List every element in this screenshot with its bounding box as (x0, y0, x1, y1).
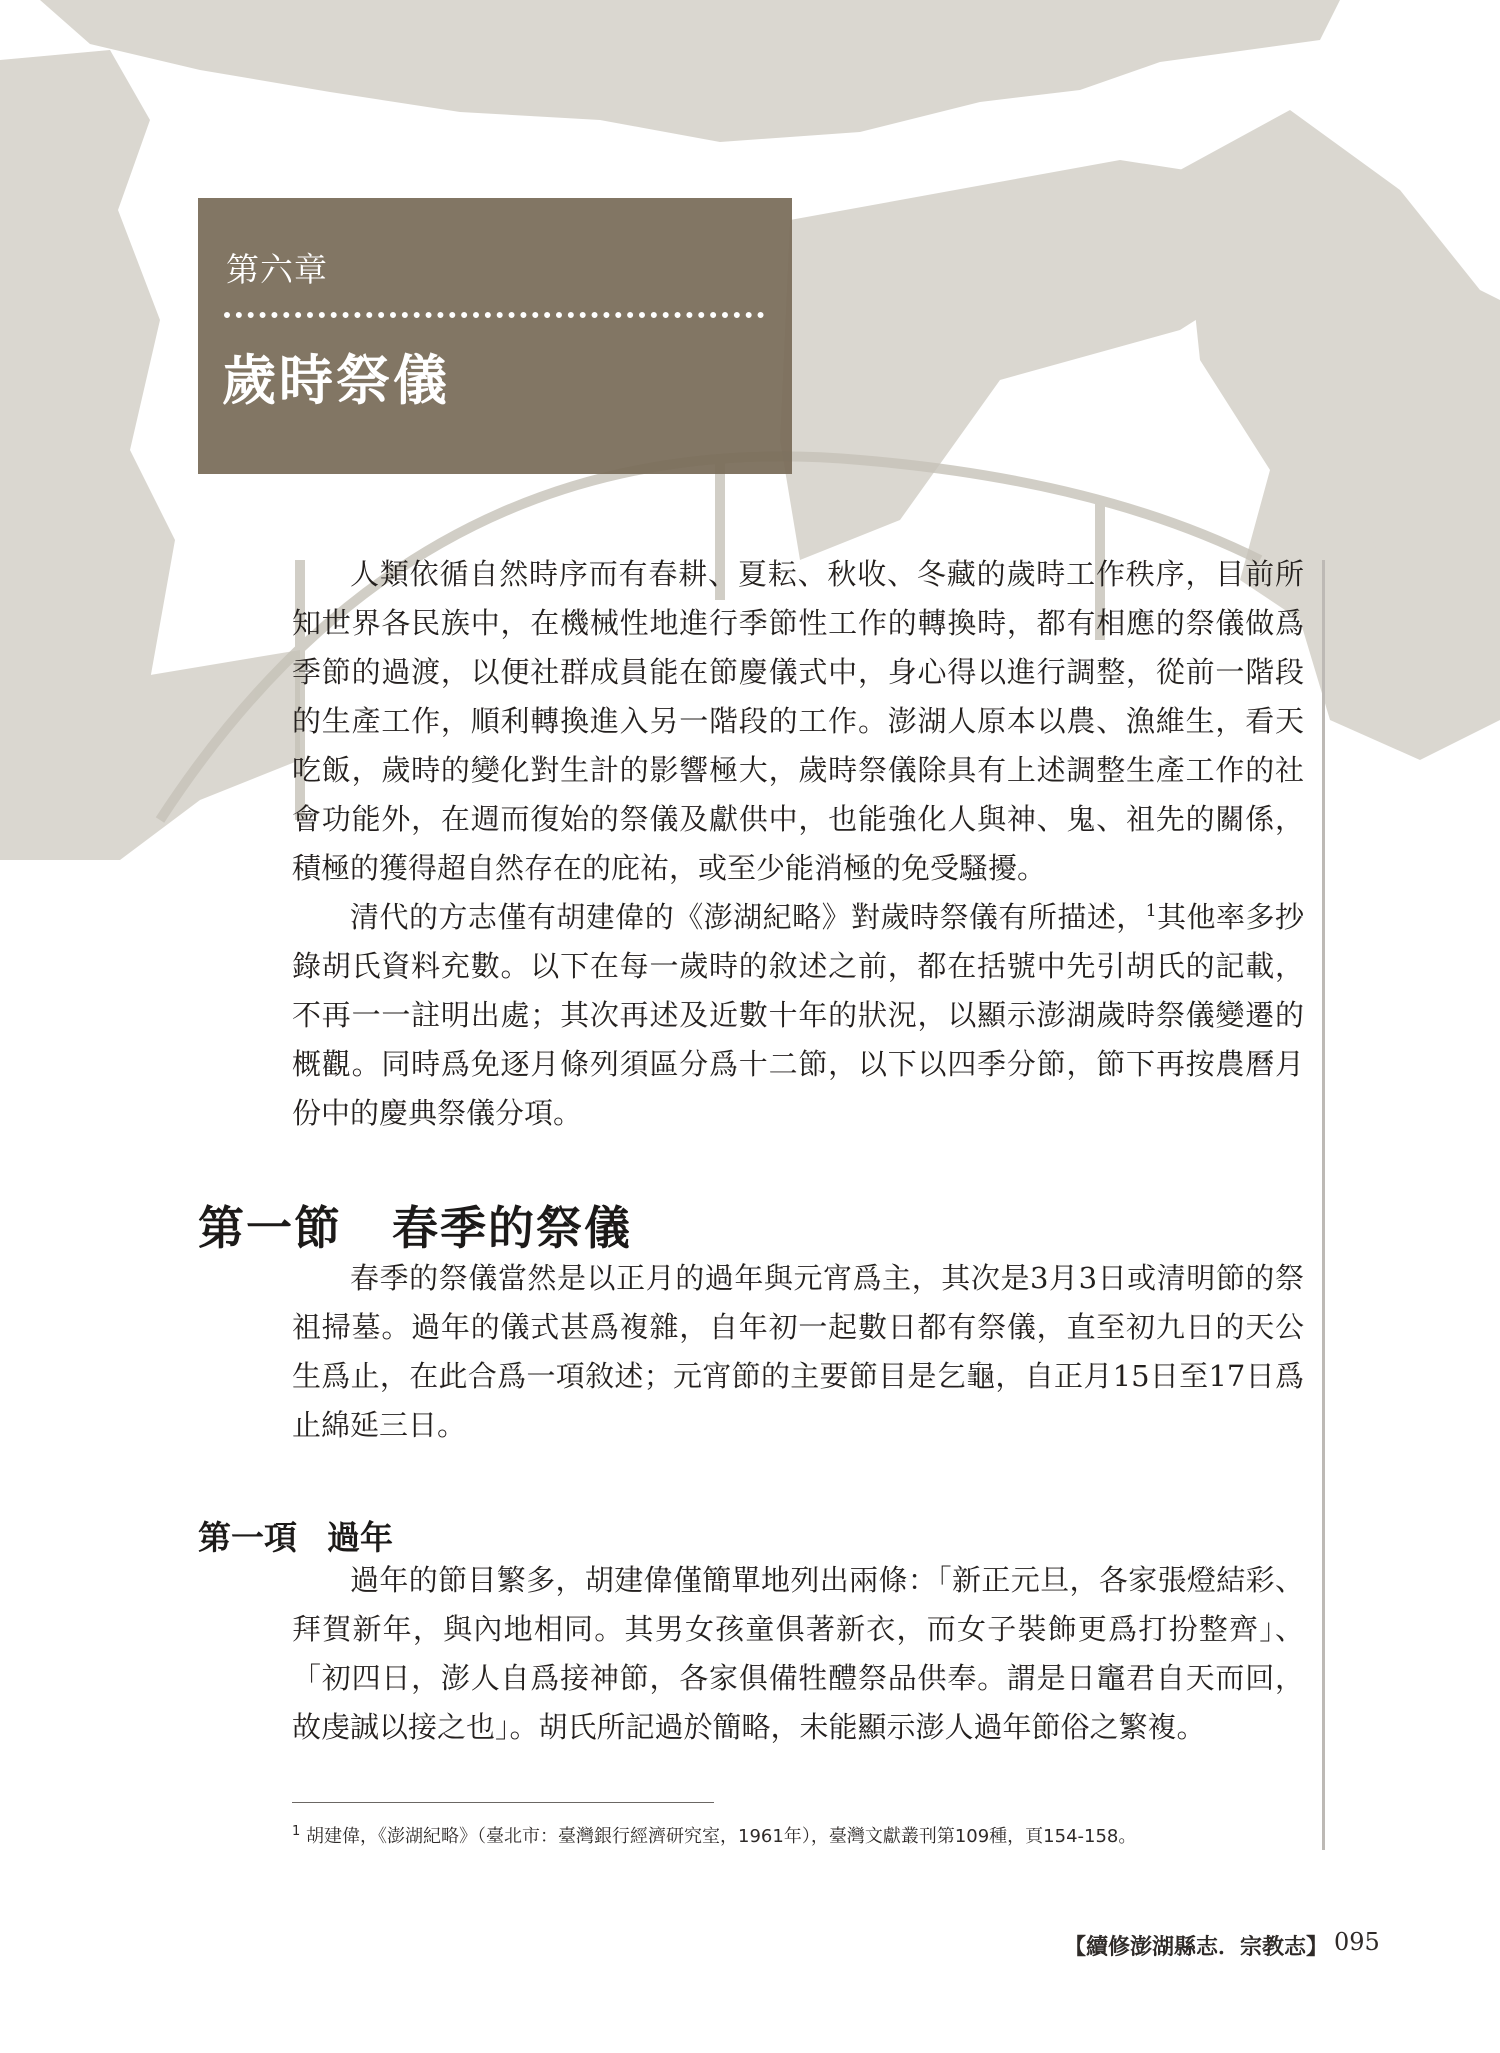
section-heading (198, 1192, 632, 1258)
footnote-text: 胡建偉，《澎湖紀略》（臺北市：臺灣銀行經濟研究室，1961年），臺灣文獻叢刊第109種，頁154-158。 (306, 1826, 1137, 1847)
section-number: 第一節 (198, 1201, 342, 1255)
para2-text-before-ref: 清代的方志僅有胡建偉的《澎湖紀略》對歲時祭儀有所描述， (350, 900, 1146, 934)
subsection-title: 過年 (327, 1518, 393, 1557)
chapter-title: 歲時祭儀 (222, 348, 450, 412)
intro-paragraph-2 (292, 893, 1304, 1138)
section-title: 春季的祭儀 (392, 1201, 632, 1255)
footnote-number: 1 (292, 1824, 301, 1839)
footnote-separator (292, 1802, 714, 1803)
section-paragraph: 春季的祭儀當然是以正月的過年與元宵爲主，其次是3月3日或清明節的祭祖掃墓。過年的儀式甚爲複雜，自年初一起數日都有祭儀，直至初九日的天公生爲止，在此合爲一項敘述；元宵節的主要節目是乞龜，自正月15日至17日爲止綿延三日。 (292, 1261, 1304, 1442)
footnote (292, 1822, 1312, 1848)
page-number: 095 (1334, 1928, 1380, 1956)
chapter-label: 第六章 (226, 250, 328, 289)
chapter-header-box (198, 198, 792, 474)
margin-rule (1322, 560, 1325, 1850)
footnote-reference[interactable]: 1 (1145, 901, 1157, 921)
para2-text-after-ref: 其他率多抄錄胡氏資料充數。以下在每一歲時的敘述之前，都在括號中先引胡氏的記載，不再一一註明出處；其次再述及近數十年的狀況，以顯示澎湖歲時祭儀變遷的概觀。同時爲免逐月條列須區分爲十二節，以下以四季分節，節下再按農曆月份中的慶典祭儀分項。 (292, 900, 1304, 1130)
subsection-paragraph: 過年的節目繁多，胡建偉僅簡單地列出兩條：「新正元旦，各家張燈結彩、拜賀新年，與內地相同。其男女孩童俱著新衣，而女子裝飾更爲打扮整齊」、「初四日，澎人自爲接神節，各家俱備牲醴祭品供奉。謂是日竈君自天而回，故虔誠以接之也」。胡氏所記過於簡略，未能顯示澎人過年節俗之繁複。 (292, 1563, 1304, 1744)
subsection-body (292, 1556, 1304, 1752)
subsection-number: 第一項 (198, 1518, 297, 1557)
running-footer-title: 【續修澎湖縣志．宗教志】 (1063, 1934, 1328, 1960)
section-body (292, 1254, 1304, 1450)
dotted-divider (224, 312, 764, 318)
intro-paragraph-1: 人類依循自然時序而有春耕、夏耘、秋收、冬藏的歲時工作秩序，目前所知世界各民族中，在機械性地進行季節性工作的轉換時，都有相應的祭儀做爲季節的過渡，以便社群成員能在節慶儀式中，身心得以進行調整，從前一階段的生產工作，順利轉換進入另一階段的工作。澎湖人原本以農、漁維生，看天吃飯，歲時的變化對生計的影響極大，歲時祭儀除具有上述調整生產工作的社會功能外，在週而復始的祭儀及獻供中，也能強化人與神、鬼、祖先的關係，積極的獲得超自然存在的庇祐，或至少能消極的免受騷擾。 (292, 557, 1304, 885)
subsection-heading (198, 1512, 393, 1559)
intro-body (292, 550, 1304, 1138)
